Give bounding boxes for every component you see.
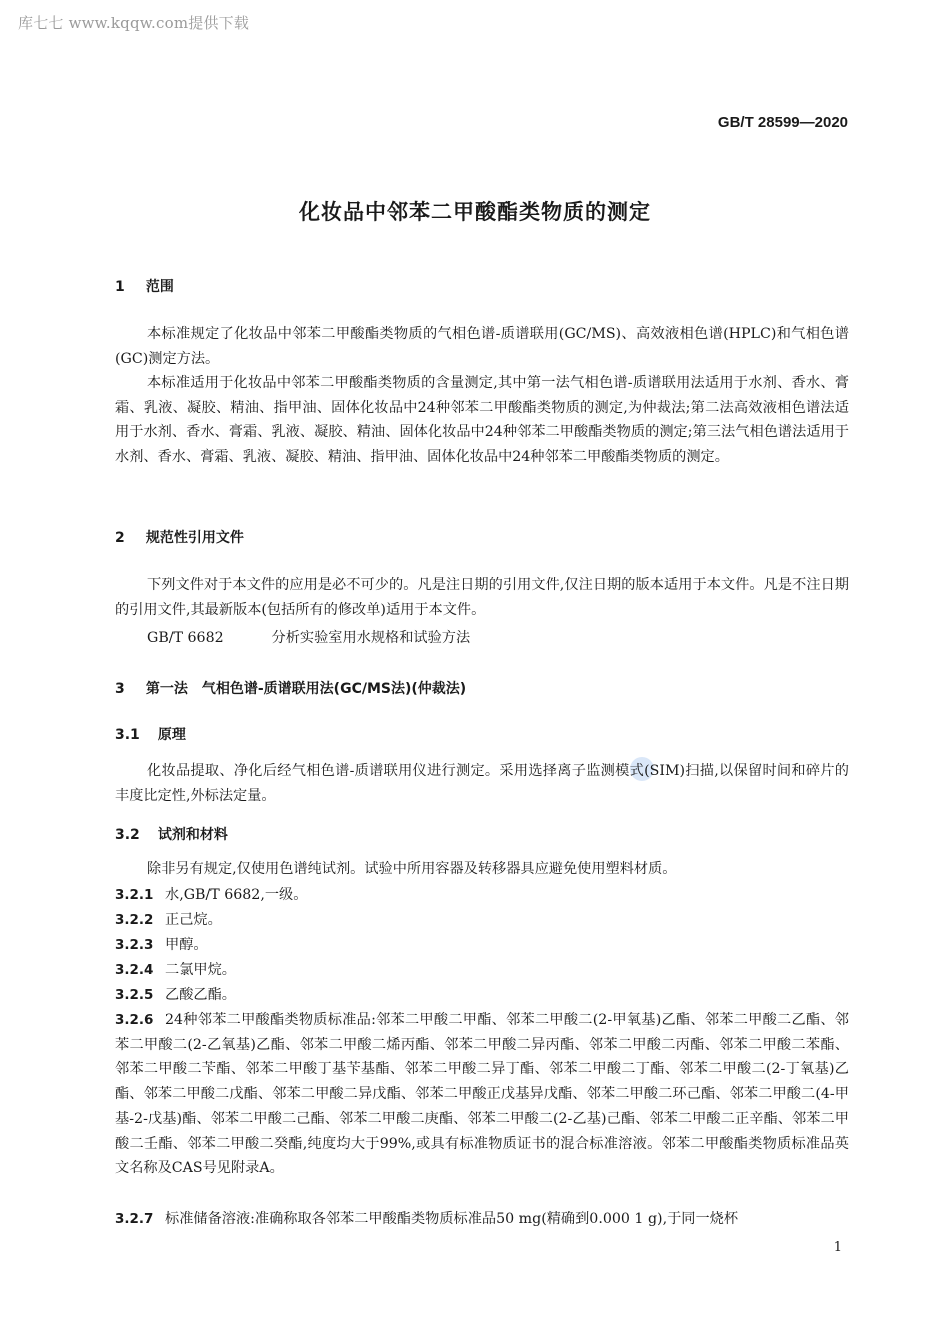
standard-number: GB/T 28599—2020: [717, 114, 848, 131]
section-number: 3.2: [115, 827, 140, 843]
reference-code: GB/T 6682: [147, 630, 224, 646]
section-number: 3: [115, 681, 125, 697]
section-number: 3.1: [115, 727, 140, 743]
watermark-text: 库七七 www.kqqw.com提供下载: [18, 14, 250, 32]
section-1-heading: [115, 276, 174, 296]
item-number: 3.2.4: [115, 962, 154, 978]
section-3-heading: [115, 678, 466, 698]
item-text: 乙酸乙酯。: [165, 987, 236, 1003]
item-text: 正己烷。: [165, 912, 222, 928]
item-number: 3.2.1: [115, 887, 154, 903]
reference-title: 分析实验室用水规格和试验方法: [271, 630, 471, 646]
section-number: 1: [115, 279, 125, 295]
page-number: 1: [833, 1240, 842, 1255]
item-number: 3.2.5: [115, 987, 154, 1003]
item-text: 二氯甲烷。: [165, 962, 236, 978]
item-text: 标准储备溶液:准确称取各邻苯二甲酸酯类物质标准品50 mg(精确到0.000 1 g),于同一烧杯: [165, 1211, 739, 1227]
section-3-2-paragraph: 除非另有规定,仅使用色谱纯试剂。试验中所用容器及转移器具应避免使用塑料材质。: [147, 861, 677, 877]
list-item: [115, 958, 849, 983]
section-1-paragraph-1: 本标准规定了化妆品中邻苯二甲酸酯类物质的气相色谱-质谱联用(GC/MS)、高效液相色谱(HPLC)和气相色谱(GC)测定方法。: [115, 326, 849, 367]
section-3-2-heading: [115, 824, 228, 844]
section-1-paragraph-2: 本标准适用于化妆品中邻苯二甲酸酯类物质的含量测定,其中第一法气相色谱-质谱联用法适用于水剂、香水、膏霜、乳液、凝胶、精油、指甲油、固体化妆品中24种邻苯二甲酸酯类物质的测定,为仲裁法;第二法高效液相色谱法适用于水剂、香水、膏霜、乳液、凝胶、精油、固体化妆品中24种邻苯二甲酸酯类物质的测定;第三法气相色谱法适用于水剂、香水、膏霜、乳液、凝胶、精油、指甲油、固体化妆品中24种邻苯二甲酸酯类物质的测定。: [115, 375, 849, 466]
item-number: 3.2.2: [115, 912, 154, 928]
list-item: [115, 1008, 849, 1181]
section-title: 原理: [157, 727, 186, 743]
list-item: [115, 1207, 849, 1232]
document-title: 化妆品中邻苯二甲酸酯类物质的测定: [299, 200, 651, 224]
item-number: 3.2.7: [115, 1211, 154, 1227]
normative-reference: [147, 627, 470, 647]
section-title: 试剂和材料: [157, 827, 228, 843]
item-text: 水,GB/T 6682,一级。: [165, 887, 308, 903]
section-title: 第一法 气相色谱-质谱联用法(GC/MS法)(仲裁法): [145, 681, 467, 697]
section-3-1-heading: [115, 724, 186, 744]
item-text: 24种邻苯二甲酸酯类物质标准品:邻苯二甲酸二甲酯、邻苯二甲酸二(2-甲氧基)乙酯、邻苯二甲酸二乙酯、邻苯二甲酸二(2-乙氧基)乙酯、邻苯二甲酸二烯丙酯、邻苯二甲酸二异丙酯、邻苯二甲酸二丙酯、邻苯二甲酸二苯酯、邻苯二甲酸二苄酯、邻苯二甲酸丁基苄基酯、邻苯二甲酸二异丁酯、邻苯二甲酸二丁酯、邻苯二甲酸二(2-丁氧基)乙酯、邻苯二甲酸二戊酯、邻苯二甲酸二异戊酯、邻苯二甲酸正戊基异戊酯、邻苯二甲酸二环己酯、邻苯二甲酸二(4-甲基-2-戊基)酯、邻苯二甲酸二己酯、邻苯二甲酸二庚酯、邻苯二甲酸二(2-乙基)己酯、邻苯二甲酸二正辛酯、邻苯二甲酸二壬酯、邻苯二甲酸二癸酯,纯度均大于99%,或具有标准物质证书的混合标准溶液。邻苯二甲酸酯类物质标准品英文名称及CAS号见附录A。: [115, 1012, 849, 1177]
item-number: 3.2.3: [115, 937, 154, 953]
section-number: 2: [115, 530, 125, 546]
item-text: 甲醇。: [165, 937, 208, 953]
section-title: 规范性引用文件: [145, 530, 244, 546]
item-number: 3.2.6: [115, 1012, 154, 1028]
list-item: [115, 883, 849, 908]
section-3-1-paragraph: 化妆品提取、净化后经气相色谱-质谱联用仪进行测定。采用选择离子监测模式(SIM)扫描,以保留时间和碎片的丰度比定性,外标法定量。: [115, 763, 849, 804]
section-2-heading: [115, 527, 244, 547]
section-2-paragraph-1: 下列文件对于本文件的应用是必不可少的。凡是注日期的引用文件,仅注日期的版本适用于本文件。凡是不注日期的引用文件,其最新版本(包括所有的修改单)适用于本文件。: [115, 577, 849, 618]
list-item: [115, 933, 849, 958]
list-item: [115, 908, 849, 933]
section-title: 范围: [145, 279, 174, 295]
list-item: [115, 983, 849, 1008]
